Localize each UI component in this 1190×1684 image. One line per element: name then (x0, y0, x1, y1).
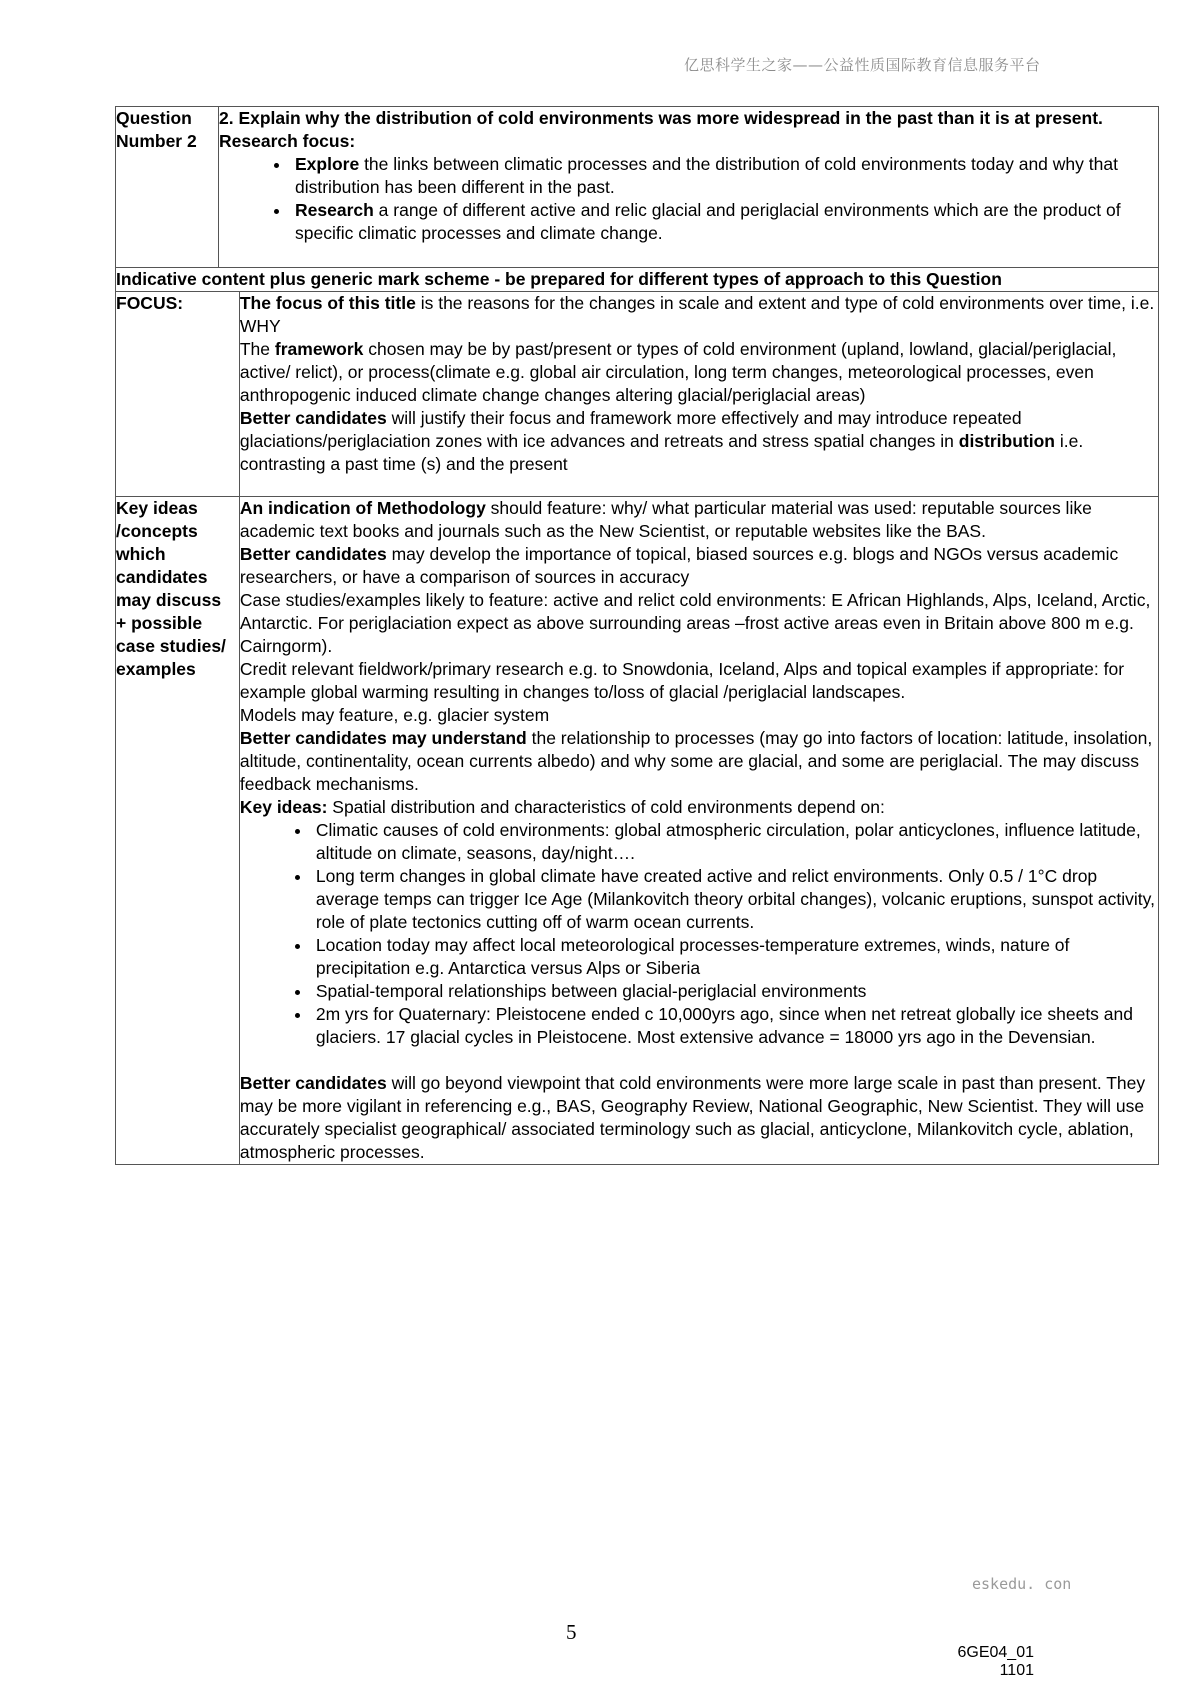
key-ideas-label: Key ideas /concepts which candidates may discuss + possible case studies/ examples (116, 498, 226, 679)
focus-label-cell (116, 292, 240, 497)
focus-paragraph: The focus of this title is the reasons for the changes in scale and extent and type of cold environments over time, i.e. WHY (239, 293, 1155, 336)
question-text-cell (219, 107, 1159, 268)
question-number-cell (116, 107, 219, 268)
list-item: • Spatial-temporal relationships between glacial-periglacial environments (312, 980, 1158, 1003)
fieldwork-paragraph: Credit relevant fieldwork/primary research e.g. to Snowdonia, Iceland, Alps and topical examples if appropriate: for example global warming resulting in changes to/loss of glacial /periglacial landscapes. (239, 659, 1125, 702)
key-ideas-label-cell (116, 497, 240, 1165)
question-row (116, 107, 1159, 268)
focus-label: FOCUS: (116, 293, 184, 313)
key-ideas-list (240, 819, 1158, 1049)
question-number-label: Question Number 2 (116, 108, 197, 151)
better-candidates-paragraph: Better candidates will justify their focus and framework more effectively and may introduce repeated glaciations/periglaciation zones with ice advances and retreats and stress spatial changes in distribution i.e. contrasting a past time (s) and the present (239, 408, 1084, 474)
case-studies-paragraph: Case studies/examples likely to feature: active and relict cold environments: E African Highlands, Alps, Iceland, Arctic, Antarctic. For periglaciation expect as above surrounding areas –frost active areas even in Britain above 800 m e.g. Cairngorm). (239, 590, 1151, 656)
key-ideas-intro: Key ideas: Spatial distribution and characteristics of cold environments depend on: (239, 797, 885, 817)
framework-paragraph: The framework chosen may be by past/present or types of cold environment (upland, lowland, glacial/periglacial, active/ relict), or process(climate e.g. global air circulation, long term changes, meteorological processes, even anthropogenic induced climate change changes altering glacial/periglacial areas) (239, 339, 1117, 405)
research-focus-list (219, 153, 1158, 245)
sources-paragraph: Better candidates may develop the importance of topical, biased sources e.g. blogs and NGOs versus academic researchers, or have a comparison of sources in accuracy (239, 544, 1119, 587)
key-ideas-content-cell (239, 497, 1158, 1165)
list-item: • Climatic causes of cold environments: global atmospheric circulation, polar anticyclones, influence latitude, altitude on climate, seasons, day/night…. (312, 819, 1158, 865)
models-paragraph: Models may feature, e.g. glacier system (239, 705, 550, 725)
indicative-heading-row (116, 268, 1159, 292)
footer-watermark: eskedu. con (972, 1575, 1072, 1593)
page-number: 5 (566, 1620, 577, 1644)
list-item: • Explore the links between climatic processes and the distribution of cold environments today and why that distribution has been different in the past. (291, 153, 1158, 199)
focus-row (116, 292, 1159, 497)
methodology-paragraph: An indication of Methodology should feature: why/ what particular material was used: reputable sources like academic text books and journals such as the New Scientist, or reputable websites like the BAS. (239, 498, 1092, 541)
document-code-line2: 1101 (999, 1662, 1034, 1679)
indicative-heading: Indicative content plus generic mark scheme - be prepared for different types of approach to this Question (116, 268, 1159, 292)
document-code-line1: 6GE04_01 (957, 1644, 1034, 1661)
processes-paragraph: Better candidates may understand the relationship to processes (may go into factors of location: latitude, insolation, altitude, continentality, ocean currents albedo) and why some are glacial, and some are periglacial. The may discuss feedback mechanisms. (239, 728, 1153, 794)
list-item: • Research a range of different active and relic glacial and periglacial environments which are the product of specific climatic processes and climate change. (291, 199, 1158, 245)
research-focus-label: Research focus: (219, 131, 356, 151)
question-title: 2. Explain why the distribution of cold environments was more widespread in the past than it is at present. (219, 108, 1103, 128)
list-item: • 2m yrs for Quaternary: Pleistocene ended c 10,000yrs ago, since when net retreat globally ice sheets and glaciers. 17 glacial cycles in Pleistocene. Most extensive advance = 18000 yrs ago in the Devensian. (312, 1003, 1158, 1049)
list-item: • Location today may affect local meteorological processes-temperature extremes, winds, nature of precipitation e.g. Antarctica versus Alps or Siberia (312, 934, 1158, 980)
list-item: • Long term changes in global climate have created active and relict environments. Only 0.5 / 1°C drop average temps can trigger Ice Age (Milankovitch theory orbital changes), volcanic eruptions, sunspot activity, role of plate tectonics cutting off of warm ocean currents. (312, 865, 1158, 934)
focus-content-cell (239, 292, 1158, 497)
mark-scheme-table (115, 106, 1159, 1165)
document-code (954, 1644, 1034, 1680)
header-watermark: 亿思科学生之家——公益性质国际教育信息服务平台 (684, 56, 1041, 74)
key-ideas-row (116, 497, 1159, 1165)
better-candidates-summary: Better candidates will go beyond viewpoint that cold environments were more large scale in past than present. They may be more vigilant in referencing e.g., BAS, Geography Review, National Geographic, New Scientist. They will use accurately specialist geographical/ associated terminology such as glacial, anticyclone, Milankovitch cycle, ablation, atmospheric processes. (239, 1073, 1146, 1162)
